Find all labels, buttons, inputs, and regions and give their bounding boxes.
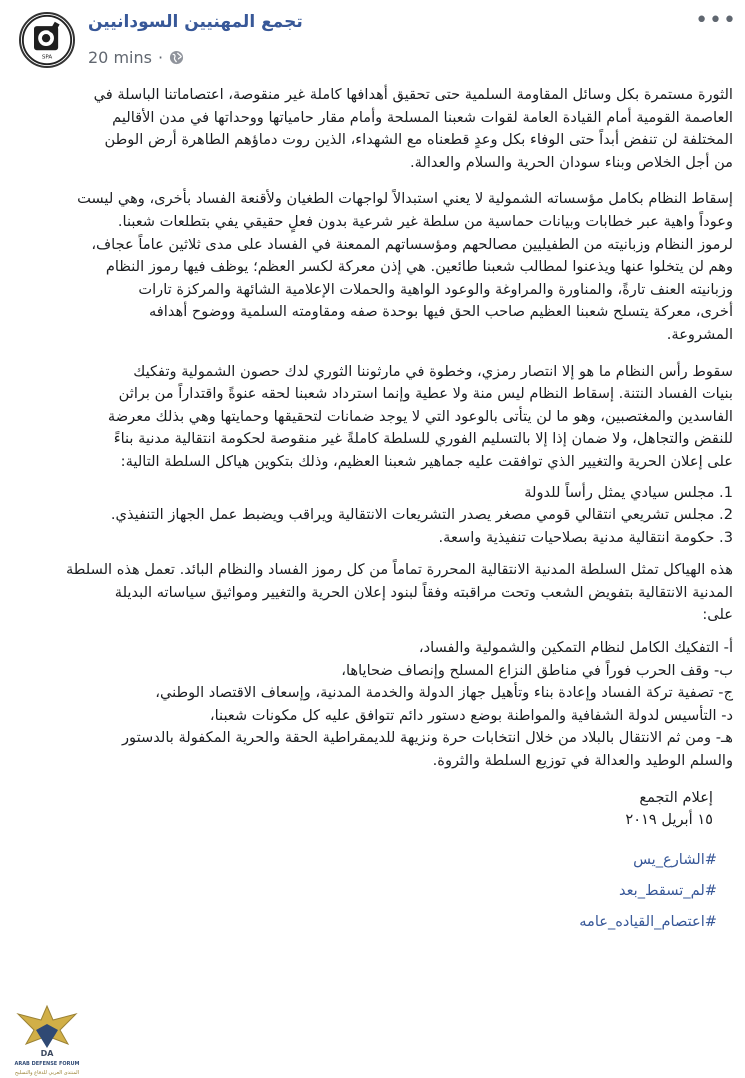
list-item: 1. مجلس سيادي يمثل رأساً للدولة (524, 483, 733, 501)
more-options-icon[interactable]: ••• (695, 8, 737, 33)
text-line: بنيات الفساد النتنة. إسقاط النظام ليس منة ولا عطية وإنما استرداد شعبنا لحقه عنوةً واقتداراً من براثن (118, 385, 733, 403)
lettered-list (8, 637, 733, 773)
signature (8, 787, 733, 832)
text-line: الثورة مستمرة بكل وسائل المقاومة السلمية حتى تحقيق أهدافها كاملة غير منقوصة، اعتصاماتنا الباسلة في (93, 86, 733, 103)
text-line: إسقاط النظام بكامل مؤسساته الشمولية لا يعني استبدالاً لواجهات الطغيان ولأقنعة الفساد بأخرى، وهي ليست (77, 190, 733, 208)
hashtags (8, 844, 733, 937)
watermark-subtitle: المنتدى العربي للدفاع والتسليح (14, 1070, 80, 1076)
text-line: سقوط رأس النظام ما هو إلا انتصار رمزي، وخطوة في مارثوننا الثوري لدك حصون الشمولية وتفكيك (133, 362, 733, 380)
page-name[interactable]: تجمع المهنيين السودانيين (88, 12, 303, 32)
paragraph-3 (8, 361, 733, 474)
post-header (0, 0, 745, 80)
page-avatar[interactable] (19, 12, 75, 68)
list-item: 2. مجلس تشريعي انتقالي قومي مصغر يصدر التشريعات الانتقالية ويراقب ويضبط عمل الجهاز التنفيذي. (110, 506, 733, 524)
text-line: المدنية الانتقالية بتفويض الشعب وتحت مراقبته وفقاً لبنود إعلان الحرية والتغيير ومواثيق سياساته البديلة (114, 583, 733, 601)
watermark-initials: DA (40, 1049, 54, 1058)
hashtag-link[interactable]: #اعتصام_القياده_عامه (579, 912, 717, 930)
text-line: من أجل الخلاص وبناء سودان الحرية والسلام والعدالة. (409, 153, 733, 171)
list-item: د- التأسيس لدولة الشفافية والمواطنة بوضع دستور دائم تتوافق عليه كل مكونات شعبنا، (209, 706, 733, 724)
spa-logo-icon (21, 14, 73, 66)
globe-icon[interactable] (169, 50, 184, 65)
numbered-list (8, 482, 733, 550)
watermark-name: ARAB DEFENSE FORUM (14, 1061, 80, 1067)
list-item: أ- التفكيك الكامل لنظام التمكين والشمولية والفساد، (418, 639, 733, 657)
list-item: هـ- ومن ثم الانتقال بالبلاد من خلال انتخابات حرة ونزيهة للديمقراطية الحقة والحرية المكفولة بالدستور (122, 729, 733, 747)
signature-date: ١٥ أبريل ٢٠١٩ (625, 811, 713, 829)
paragraph-2 (8, 188, 733, 346)
signature-org: إعلام التجمع (639, 788, 713, 806)
text-line: هذه الهياكل تمثل السلطة المدنية الانتقالية المحررة تماماً من كل رموز الفساد والنظام البائد. تعمل هذه السلطة (65, 561, 733, 579)
text-line: وعوداً واهية عبر خطابات وبيانات حماسية من سلطة غير شرعية بدون فعلٍ حقيقي يفي بتطلعات شعبنا. (117, 212, 733, 230)
list-item: ب- وقف الحرب فوراً في مناطق النزاع المسلح وإنصاف ضحاياها، (341, 661, 733, 679)
text-line: وهم لن يتخلوا عنها ويذعنوا لمطالب شعبنا طائعين. هي إذن معركة لكسر العظم؛ يوظف فيها رموز النظام (105, 258, 733, 276)
watermark-logo (6, 1000, 88, 1078)
post-time[interactable]: 20 mins (88, 48, 152, 67)
post-body (8, 84, 733, 937)
text-line: على إعلان الحرية والتغيير الذي توافقت عليه جماهير شعبنا العظيم، وذلك بتكوين هياكل السلطة التالية: (120, 452, 733, 470)
list-item: ج- تصفية تركة الفساد وإعادة بناء وتأهيل جهاز الدولة والخدمة المدنية، وإسعاف الاقتصاد الوطني، (155, 684, 733, 702)
text-line: لرموز النظام وزبانيته من الطفيليين مصالحهم ومؤسساتهم الممعنة في الفساد على مدى ثلاثين عاماً عجاف، (91, 235, 733, 253)
avatar-label: SPA (41, 54, 53, 61)
paragraph-1 (8, 84, 733, 174)
hashtag-link[interactable]: #لم_تسقط_بعد (618, 881, 717, 899)
hashtag-link[interactable]: #الشارع_يس (633, 850, 717, 868)
post-meta (88, 48, 184, 67)
paragraph-4 (8, 559, 733, 627)
text-line: العاصمة القومية أمام القيادة العامة لقوات شعبنا المسلحة وأمام مقار حامياتها ووحداتها في مدن الأقاليم (112, 108, 733, 126)
list-item: 3. حكومة انتقالية مدنية بصلاحيات تنفيذية واسعة. (438, 528, 733, 546)
text-line: الفاسدين والمغتصبين، وهو ما لن يتأتى بالوعود التي لا يوجد ضمانات لتحقيقها وحمايتها وهي بذلك معرضة (107, 407, 733, 425)
text-line: وزبانيته العنف تارةً، والمناورة والمراوغة والوعود الواهية والحملات الإعلامية الشائهة والمركزة تارات (138, 280, 733, 298)
arab-defense-forum-logo-icon (6, 1000, 88, 1078)
text-line: المختلفة لن تنفض أبداً حتى الوفاء بكل وعدٍ قطعناه مع الشهداء، الذين روت دماؤهم الطاهرة أرض الوطن (104, 131, 733, 149)
text-line: أخرى، معركة يتسلح شعبنا العظيم صاحب الحق فيها بوحدة صفه ومقاومته السلمية ووضوح أهدافه (148, 303, 733, 321)
text-line: للنقض والتجاهل، ولا ضمان إذا إلا بالتسليم الفوري للسلطة كاملةً غير منقوصة لحكومة انتقالية مدنية بناءً (113, 430, 733, 448)
list-item: والسلم الوطيد والعدالة في توزيع السلطة والثروة. (432, 752, 733, 770)
meta-separator: · (157, 48, 164, 67)
text-line: المشروعة. (666, 325, 733, 343)
text-line: على: (702, 606, 733, 624)
